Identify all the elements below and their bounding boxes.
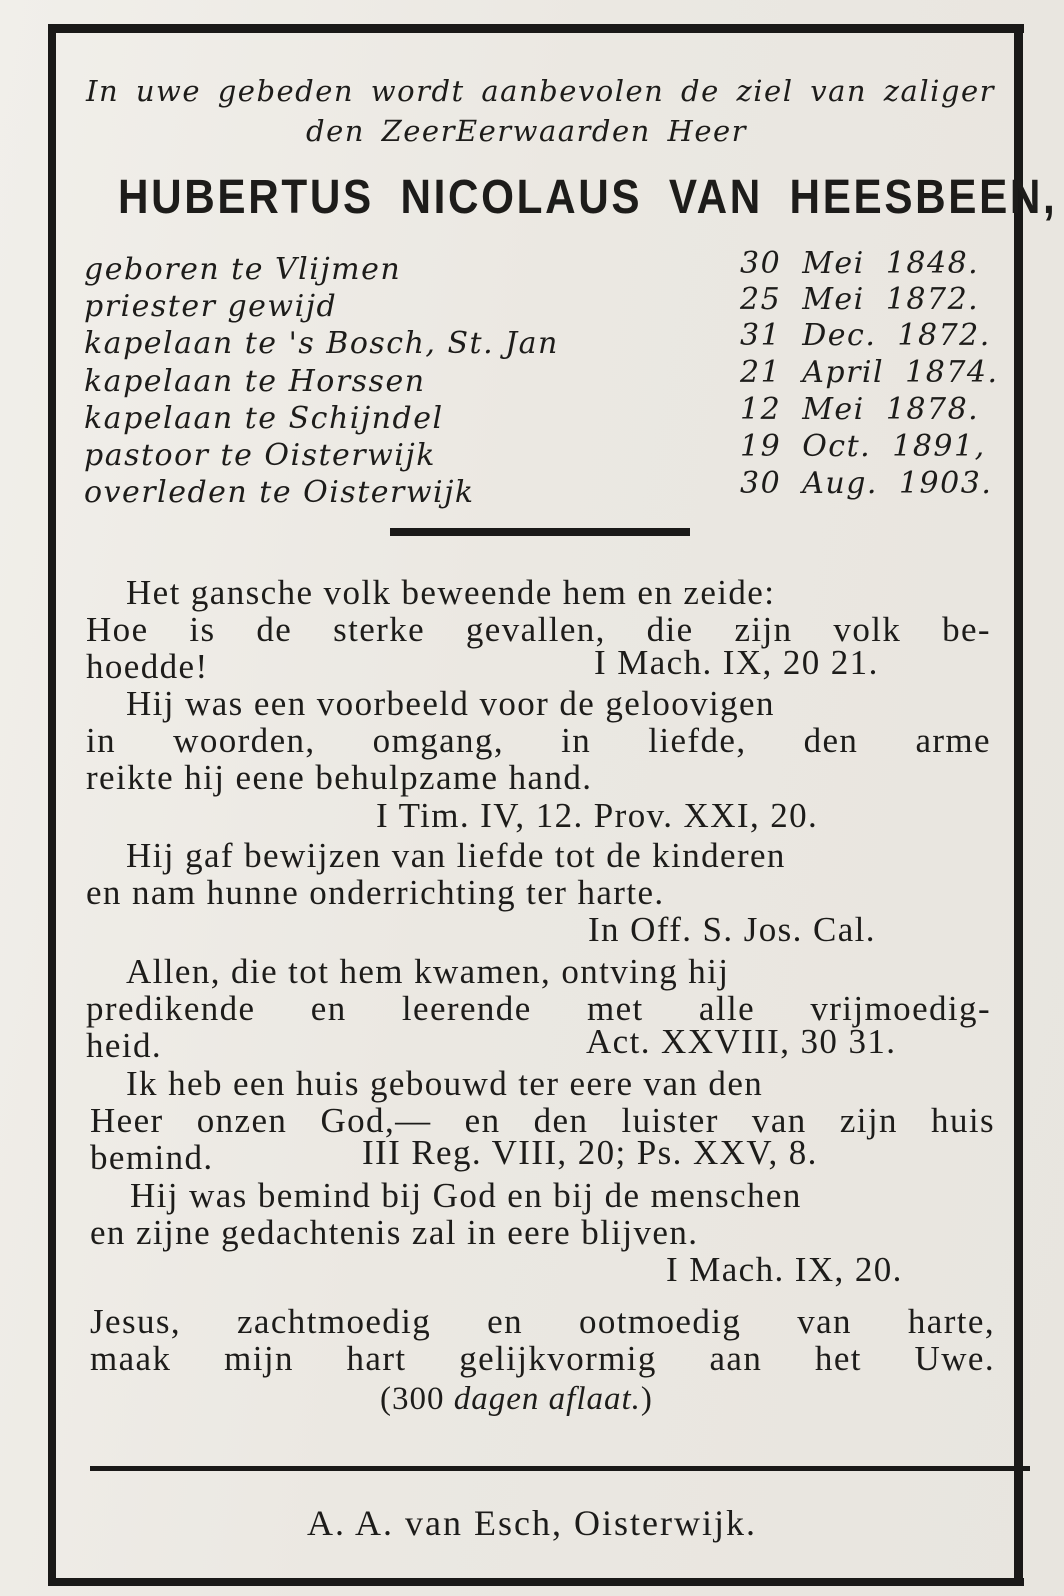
career-date: 31 Dec. 1872. <box>740 318 991 353</box>
passage-line: predikende en leerende met alle vrijmoedig- <box>86 989 991 1028</box>
scripture-reference: I Mach. IX, 20. <box>666 1250 903 1289</box>
career-label: geboren te Vlijmen <box>84 252 402 287</box>
prayer-line: maak mijn hart gelijkvormig aan het Uwe. <box>90 1339 995 1378</box>
career-date: 25 Mei 1872. <box>740 282 980 317</box>
career-label: kapelaan te Schijndel <box>84 401 444 436</box>
passage-line: Het gansche volk beweende hem en zeide: <box>126 573 776 612</box>
passage-line: in woorden, omgang, in liefde, den arme <box>86 721 991 760</box>
section-divider <box>390 528 690 536</box>
passage-line: en nam hunne onderrichting ter harte. <box>86 873 665 912</box>
passage-line: Hij was bemind bij God en bij de menschen <box>130 1176 802 1215</box>
intro-line-1: In uwe gebeden wordt aanbevolen de ziel van zaliger <box>86 74 995 108</box>
passage-line: Ik heb een huis gebouwd ter eere van den <box>126 1064 764 1103</box>
career-date: 30 Aug. 1903. <box>740 466 993 501</box>
deceased-name: HUBERTUS NICOLAUS VAN HEESBEEN, <box>118 171 1058 224</box>
scripture-reference: Act. XXVIII, 30 31. <box>586 1022 897 1061</box>
printer-imprint: A. A. van Esch, Oisterwijk. <box>307 1503 757 1543</box>
bottom-border <box>48 1578 1024 1586</box>
passage-line: bemind. <box>90 1138 214 1177</box>
footer-divider <box>90 1466 1030 1471</box>
scripture-reference: I Mach. IX, 20 21. <box>594 643 879 682</box>
passage-line: Hij gaf bewijzen van liefde tot de kinderen <box>126 836 786 875</box>
indulgence-text: dagen aflaat. <box>453 1381 641 1417</box>
passage-line: Allen, die tot hem kwamen, ontving hij <box>126 952 730 991</box>
passage-line: Hoe is de sterke gevallen, die zijn volk be- <box>86 610 991 649</box>
scripture-reference: In Off. S. Jos. Cal. <box>588 910 876 949</box>
scripture-reference: I Tim. IV, 12. Prov. XXI, 20. <box>376 796 819 835</box>
prayer-line: Jesus, zachtmoedig en ootmoedig van harte, <box>90 1302 995 1341</box>
scripture-reference: III Reg. VIII, 20; Ps. XXV, 8. <box>362 1133 818 1172</box>
indulgence-note <box>380 1381 653 1418</box>
passage-line: Hij was een voorbeeld voor de geloovigen <box>126 684 775 723</box>
career-date: 12 Mei 1878. <box>740 392 980 427</box>
passage-line: heid. <box>86 1026 163 1065</box>
indulgence-open: (300 <box>380 1381 454 1417</box>
left-border <box>48 33 56 1581</box>
career-label: kapelaan te 's Bosch, St. Jan <box>84 326 559 361</box>
passage-line: reikte hij eene behulpzame hand. <box>86 758 593 797</box>
career-date: 19 Oct. 1891, <box>740 429 986 464</box>
career-label: priester gewijd <box>84 289 338 324</box>
passage-line: hoedde! <box>86 647 209 686</box>
right-border <box>1014 33 1023 1581</box>
career-date: 30 Mei 1848. <box>740 246 980 281</box>
career-label: overleden te Oisterwijk <box>84 475 475 510</box>
career-label: pastoor te Oisterwijk <box>84 438 436 473</box>
indulgence-close: ) <box>640 1381 653 1417</box>
top-border <box>48 24 1024 33</box>
intro-line-2: den ZeerEerwaarden Heer <box>306 114 748 148</box>
career-label: kapelaan te Horssen <box>84 364 426 399</box>
passage-line: en zijne gedachtenis zal in eere blijven. <box>90 1213 699 1252</box>
career-date: 21 April 1874. <box>740 355 999 390</box>
passage-line: Heer onzen God,— en den luister van zijn huis <box>90 1101 995 1140</box>
